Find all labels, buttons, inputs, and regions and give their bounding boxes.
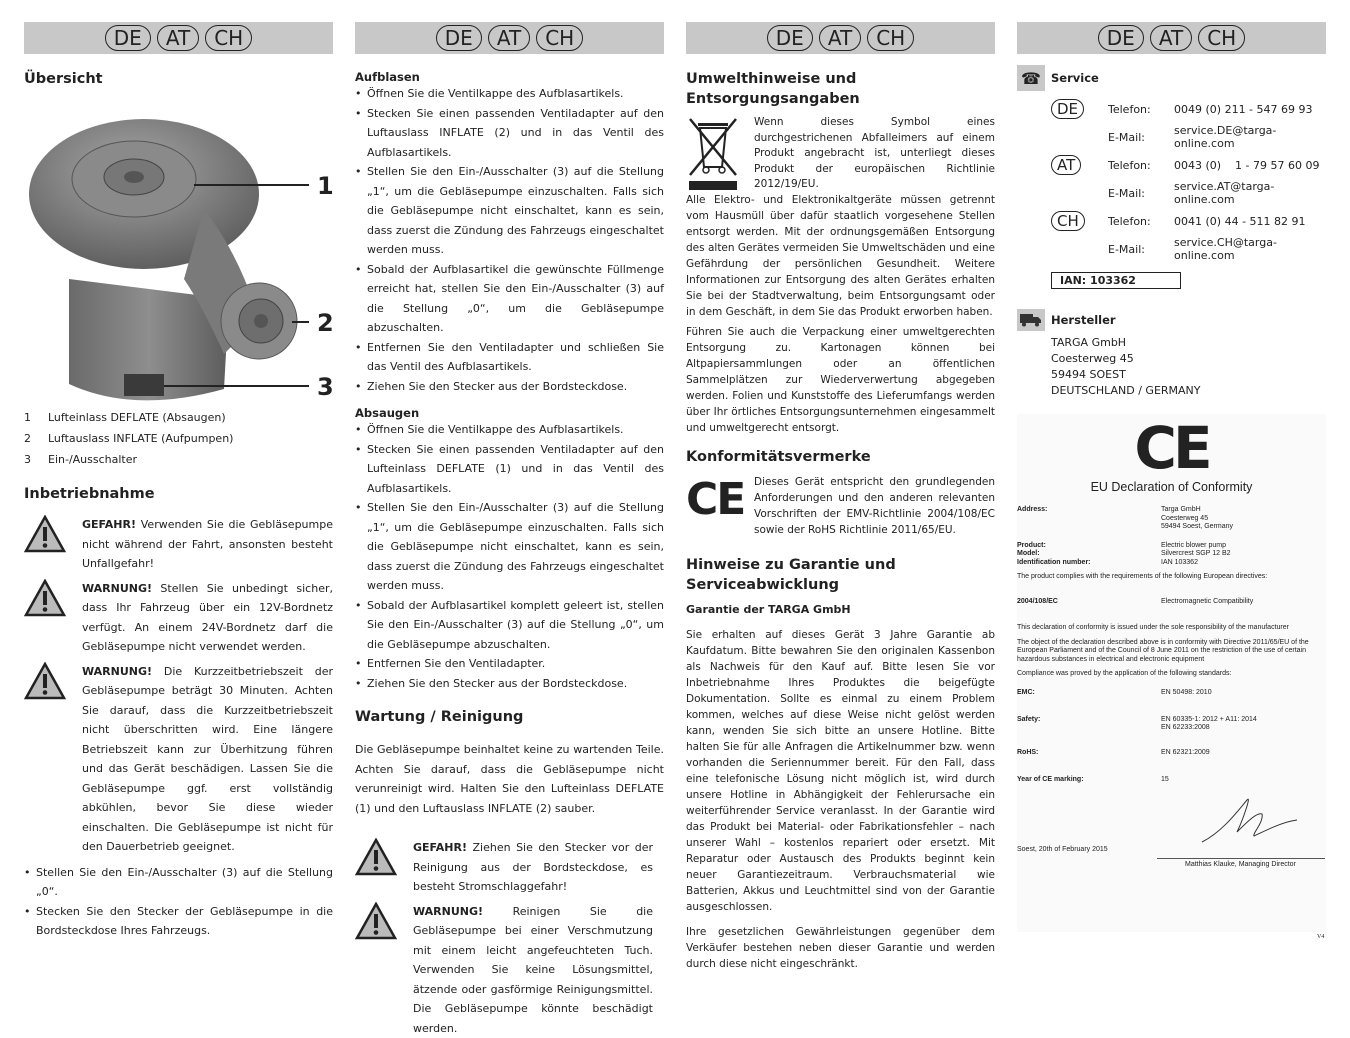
country-badge: CH — [1051, 211, 1085, 231]
list-item: • Stellen Sie den Ein-/Ausschalter (3) auf die Stellung „0“. — [24, 863, 333, 902]
list-item: • Stecken Sie den Stecker der Gebläsepumpe in die Bordsteckdose Ihres Fahrzeugs. — [24, 902, 333, 941]
warning-block: WARNUNG! Die Kurzzeitbetriebszeit der Gebläsepumpe beträgt 30 Minuten. Achten Sie darauf, dass die Kurzzeitbetriebszeit nicht überschritten wird. Eine längere Betriebszeit kann zur Überhitzung führen und das Gerät beschädigen. Lassen Sie die Gebläsepumpe ggf. erst vollständig abkühlen, bevor Sie diese wieder einschalten. Die Gebläsepumpe ist nicht für den Dauerbetrieb geeignet. — [24, 662, 333, 857]
country-badge: AT — [1051, 155, 1081, 175]
list-item: • Ziehen Sie den Stecker aus der Bordsteckdose. — [355, 674, 664, 694]
country-header — [24, 22, 333, 54]
signature-icon — [1192, 792, 1302, 852]
warning-triangle-icon — [24, 515, 66, 553]
crossed-bin-icon — [686, 115, 740, 195]
table-row: AT Telefon: 0043 (0) 1 - 79 57 60 09 — [1051, 153, 1326, 177]
list-item: • Ziehen Sie den Stecker aus der Bordsteckdose. — [355, 377, 664, 397]
service-table — [1051, 97, 1326, 265]
pump-illustration — [24, 89, 333, 409]
subsection-title-aufblasen: Aufblasen — [355, 70, 664, 84]
list-item: • Stecken Sie einen passenden Ventiladapter auf den Luftauslass INFLATE (2) und in das Ventil des Aufblasartikels. — [355, 104, 664, 163]
country-header — [1017, 22, 1326, 54]
country-pill-ch: CH — [536, 25, 583, 51]
warning-block: GEFAHR! Ziehen Sie den Stecker vor der Reinigung aus der Bordsteckdose, es besteht Stromschlaggefahr! — [355, 838, 664, 897]
parts-list — [24, 407, 333, 470]
column-1 — [24, 22, 333, 941]
hersteller-title: Hersteller — [1051, 313, 1116, 327]
service-title: Service — [1051, 71, 1099, 85]
table-row: E-Mail: service.CH@targa-online.com — [1051, 233, 1326, 265]
country-badge: DE — [1051, 99, 1084, 119]
country-pill-ch: CH — [205, 25, 252, 51]
country-pill-ch: CH — [1198, 25, 1245, 51]
table-row: CH Telefon: 0041 (0) 44 - 511 82 91 — [1051, 209, 1326, 233]
hersteller-header — [1017, 309, 1326, 331]
eu-declaration-document: CE EU Declaration of Conformity Address: Targa GmbH Coesterweg 45 59494 Soest, Germany Product: Electric blower pump Model: Silvercrest SGP 12 B2 Identification number: IAN 103362 The product complies with the requirements of the following European directives: 2004/108/EC Electromagnetic Compatibility This declaration of conformity is issued under the sole responsibility of the manufacturer The object of the declaration described above is in conformity with Directive 2011/65/EU of the European Parliament and of the Council of 8 June 2011 on the restriction of the use of certain hazardous substances in electrical and electronic equipment Compliance was proved by the application of the following standards: EMC: EN 50498: 2010 Safety: EN 60335-1: 2012 + A11: 2014 EN 62233:2008 RoHS: EN 62321:2009 Year of CE marking: 15 Soest, 20th of February 2015 Matthias Klauke, Managing Director V4 — [1017, 414, 1326, 932]
ian-box: IAN: 103362 — [1051, 272, 1181, 289]
list-item: • Stellen Sie den Ein-/Ausschalter (3) auf die Stellung „1“, um die Gebläsepumpe einzuschalten. Falls sich die Gebläsepumpe nicht einschaltet, kann es sein, dass zuerst die Zündung des Fahrzeugs eingeschaltet werden muss. — [355, 498, 664, 596]
country-header — [686, 22, 995, 54]
wartung-text: Die Gebläsepumpe beinhaltet keine zu wartenden Teile. Achten Sie darauf, dass die Gebläsepumpe nicht verunreinigt wird. Halten Sie den Lufteinlass DEFLATE (1) und den Luftauslass INFLATE (2) sauber. — [355, 740, 664, 818]
list-item: • Entfernen Sie den Ventiladapter. — [355, 654, 664, 674]
country-header — [355, 22, 664, 54]
parts-list-item: 2 Luftauslass INFLATE (Aufpumpen) — [24, 428, 333, 449]
signatory: Matthias Klauke, Managing Director — [1185, 861, 1296, 868]
parts-list-item: 3 Ein-/Ausschalter — [24, 449, 333, 470]
weee-text: Wenn dieses Symbol eines durchgestrichenen Abfalleimers auf einem Produkt angebracht ist, unterliegt dieses Produkt der europäischen Richtlinie 2012/19/EU. — [754, 115, 995, 193]
bullet-list — [24, 863, 333, 941]
subsection-title-absaugen: Absaugen — [355, 406, 664, 420]
country-pill-de: DE — [105, 25, 151, 51]
country-pill-ch: CH — [867, 25, 914, 51]
callout-1: 1 — [317, 172, 334, 200]
absaugen-list — [355, 420, 664, 693]
parts-list-item: 1 Lufteinlass DEFLATE (Absaugen) — [24, 407, 333, 428]
list-item: • Stecken Sie einen passenden Ventiladapter auf den Lufteinlass DEFLATE (1) und in das Ventil des Aufblasartikels. — [355, 440, 664, 499]
pump-image — [24, 89, 333, 409]
section-title-inbetriebnahme: Inbetriebnahme — [24, 484, 333, 504]
callout-3: 3 — [317, 373, 334, 401]
country-pill-de: DE — [436, 25, 482, 51]
country-pill-at: AT — [1150, 25, 1192, 51]
list-item: • Öffnen Sie die Ventilkappe des Aufblasartikels. — [355, 84, 664, 104]
country-pill-at: AT — [488, 25, 530, 51]
truck-icon — [1017, 309, 1045, 331]
country-pill-de: DE — [767, 25, 813, 51]
warning-block: WARNUNG! Stellen Sie unbedingt sicher, dass Ihr Fahrzeug über ein 12V-Bordnetz verfügt. An einem 24V-Bordnetz darf die Gebläsepumpe nicht verwendet werden. — [24, 579, 333, 657]
manufacturer-address: TARGA GmbH Coesterweg 45 59494 SOEST DEUTSCHLAND / GERMANY — [1051, 335, 1326, 399]
list-item: • Öffnen Sie die Ventilkappe des Aufblasartikels. — [355, 420, 664, 440]
country-pill-de: DE — [1098, 25, 1144, 51]
list-item: • Sobald der Aufblasartikel komplett geleert ist, stellen Sie den Ein-/Ausschalter (3) auf die Stellung „0“, um die Gebläsepumpe abzuschalten. — [355, 596, 664, 655]
email-link[interactable]: service.DE@targa-online.com — [1174, 121, 1326, 153]
section-title-konformitaet: Konformitätsvermerke — [686, 447, 995, 467]
place-date: Soest, 20th of February 2015 — [1017, 846, 1108, 853]
warning-triangle-icon — [24, 579, 66, 617]
version-label: V4 — [1317, 934, 1324, 940]
ce-mark-icon: CE — [1017, 418, 1326, 478]
umwelt-paragraph: Führen Sie auch die Verpackung einer umweltgerechten Entsorgung zu. Kartonagen können bei Altpapiersammlungen oder an öffentlichen Sammelplätzen zur Wiederverwertung abgegeben werden. Folien und Kunststoffe des Lieferumfangs werden über Ihr örtliches Entsorgungsunternehmen eingesammelt und umweltgerecht entsorgt. — [686, 324, 995, 436]
umwelt-paragraph: Alle Elektro- und Elektronikaltgeräte müssen getrennt vom Hausmüll über dafür staatlich vorgesehene Stellen entsorgt werden. Mit der ordnungsgemäßen Entsorgung des alten Gerätes vermeiden Sie Umweltschäden und eine Gefährdung der persönlichen Gesundheit. Weitere Informationen zur Entsorgung des alten Gerätes erhalten Sie bei der Stadtverwaltung, beim Entsorgungsamt oder in dem Geschäft, in dem Sie das Produkt erworben haben. — [686, 192, 995, 320]
warning-block: WARNUNG! Reinigen Sie die Gebläsepumpe bei einer Verschmutzung mit einem leicht angefeuchteten Tuch. Verwenden Sie keine Lösungsmittel, ätzende oder gasförmige Reinigungsmittel. Die Gebläsepumpe könnte beschädigt werden. — [355, 902, 664, 1038]
doc-title: EU Declaration of Conformity — [1017, 480, 1326, 494]
section-title-umwelt: Umwelthinweise und Entsorgungsangaben — [686, 69, 995, 109]
warning-block: GEFAHR! Verwenden Sie die Gebläsepumpe nicht während der Fahrt, ansonsten besteht Unfallgefahr! — [24, 515, 333, 574]
garantie-paragraph: Sie erhalten auf dieses Gerät 3 Jahre Garantie ab Kaufdatum. Bitte bewahren Sie den originalen Kassenbon als Nachweis für den Kauf auf. Bitte lesen Sie vor Inbetriebnahme Ihres Produktes die beigefügte Dokumentation. Sollte es einmal zu einem Problem kommen, welches auf diese Weise nicht gelöst werden kann, wenden Sie sich bitte an unsere Hotline. Bitte halten Sie für alle Anfragen die Artikelnummer bzw. wenn vorhanden die Seriennummer bereit. Für den Fall, dass eine telefonische Lösung nicht möglich ist, wird durch unsere Hotline in Abhängigkeit der Fehlerursache ein weiterführender Service veranlasst. In der Garantie wird das Produkt bei Material- oder Fabrikationsfehler – nach unserer Wahl – kostenlos repariert oder ersetzt. Mit Reparatur oder Austausch des Produkts beginnt kein neuer Garantiezeitraum. Verbrauchsmaterial wie Batterien, Akkus und Leuchtmittel sind von der Garantie ausgeschlossen. — [686, 627, 995, 915]
callout-2: 2 — [317, 309, 334, 337]
email-link[interactable]: service.AT@targa-online.com — [1174, 177, 1326, 209]
table-row: E-Mail: service.DE@targa-online.com — [1051, 121, 1326, 153]
warning-triangle-icon — [355, 838, 397, 876]
column-4 — [1017, 22, 1326, 399]
service-header — [1017, 65, 1326, 91]
warning-triangle-icon — [355, 902, 397, 940]
telephone-icon: ☎ — [1017, 65, 1045, 91]
aufblasen-list — [355, 84, 664, 396]
section-title-uebersicht: Übersicht — [24, 69, 333, 89]
column-3 — [686, 22, 995, 972]
ce-text: Dieses Gerät entspricht den grundlegenden Anforderungen und den anderen relevanten Vorschriften der EMV-Richtlinie 2004/108/EC sowie der RoHS Richtlinie 2011/65/EU. — [754, 474, 995, 538]
warning-triangle-icon — [24, 662, 66, 700]
list-item: • Stellen Sie den Ein-/Ausschalter (3) auf die Stellung „1“, um die Gebläsepumpe einzuschalten. Falls sich die Gebläsepumpe nicht einschaltet, kann es sein, dass zuerst die Zündung des Fahrzeugs eingeschaltet werden muss. — [355, 162, 664, 260]
section-title-wartung: Wartung / Reinigung — [355, 707, 664, 727]
garantie-paragraph: Ihre gesetzlichen Gewährleistungen gegenüber dem Verkäufer bestehen neben dieser Garantie und werden durch diese nicht eingeschränkt. — [686, 924, 995, 972]
table-row: E-Mail: service.AT@targa-online.com — [1051, 177, 1326, 209]
column-2 — [355, 22, 664, 1038]
email-link[interactable]: service.CH@targa-online.com — [1174, 233, 1326, 265]
table-row: DE Telefon: 0049 (0) 211 - 547 69 93 — [1051, 97, 1326, 121]
weee-block — [686, 115, 995, 193]
list-item: • Sobald der Aufblasartikel die gewünschte Füllmenge erreicht hat, stellen Sie den Ein-/Ausschalter (3) auf die Stellung „0“, um die Gebläsepumpe abzuschalten. — [355, 260, 664, 338]
country-pill-at: AT — [157, 25, 199, 51]
ce-block — [686, 474, 995, 538]
section-title-garantie: Hinweise zu Garantie und Serviceabwicklung — [686, 555, 995, 595]
ce-mark-icon: CE — [686, 478, 744, 522]
signature-line — [1157, 858, 1325, 859]
list-item: • Entfernen Sie den Ventiladapter und schließen Sie das Ventil des Aufblasartikels. — [355, 338, 664, 377]
subsection-title-garantie: Garantie der TARGA GmbH — [686, 603, 995, 616]
country-pill-at: AT — [819, 25, 861, 51]
